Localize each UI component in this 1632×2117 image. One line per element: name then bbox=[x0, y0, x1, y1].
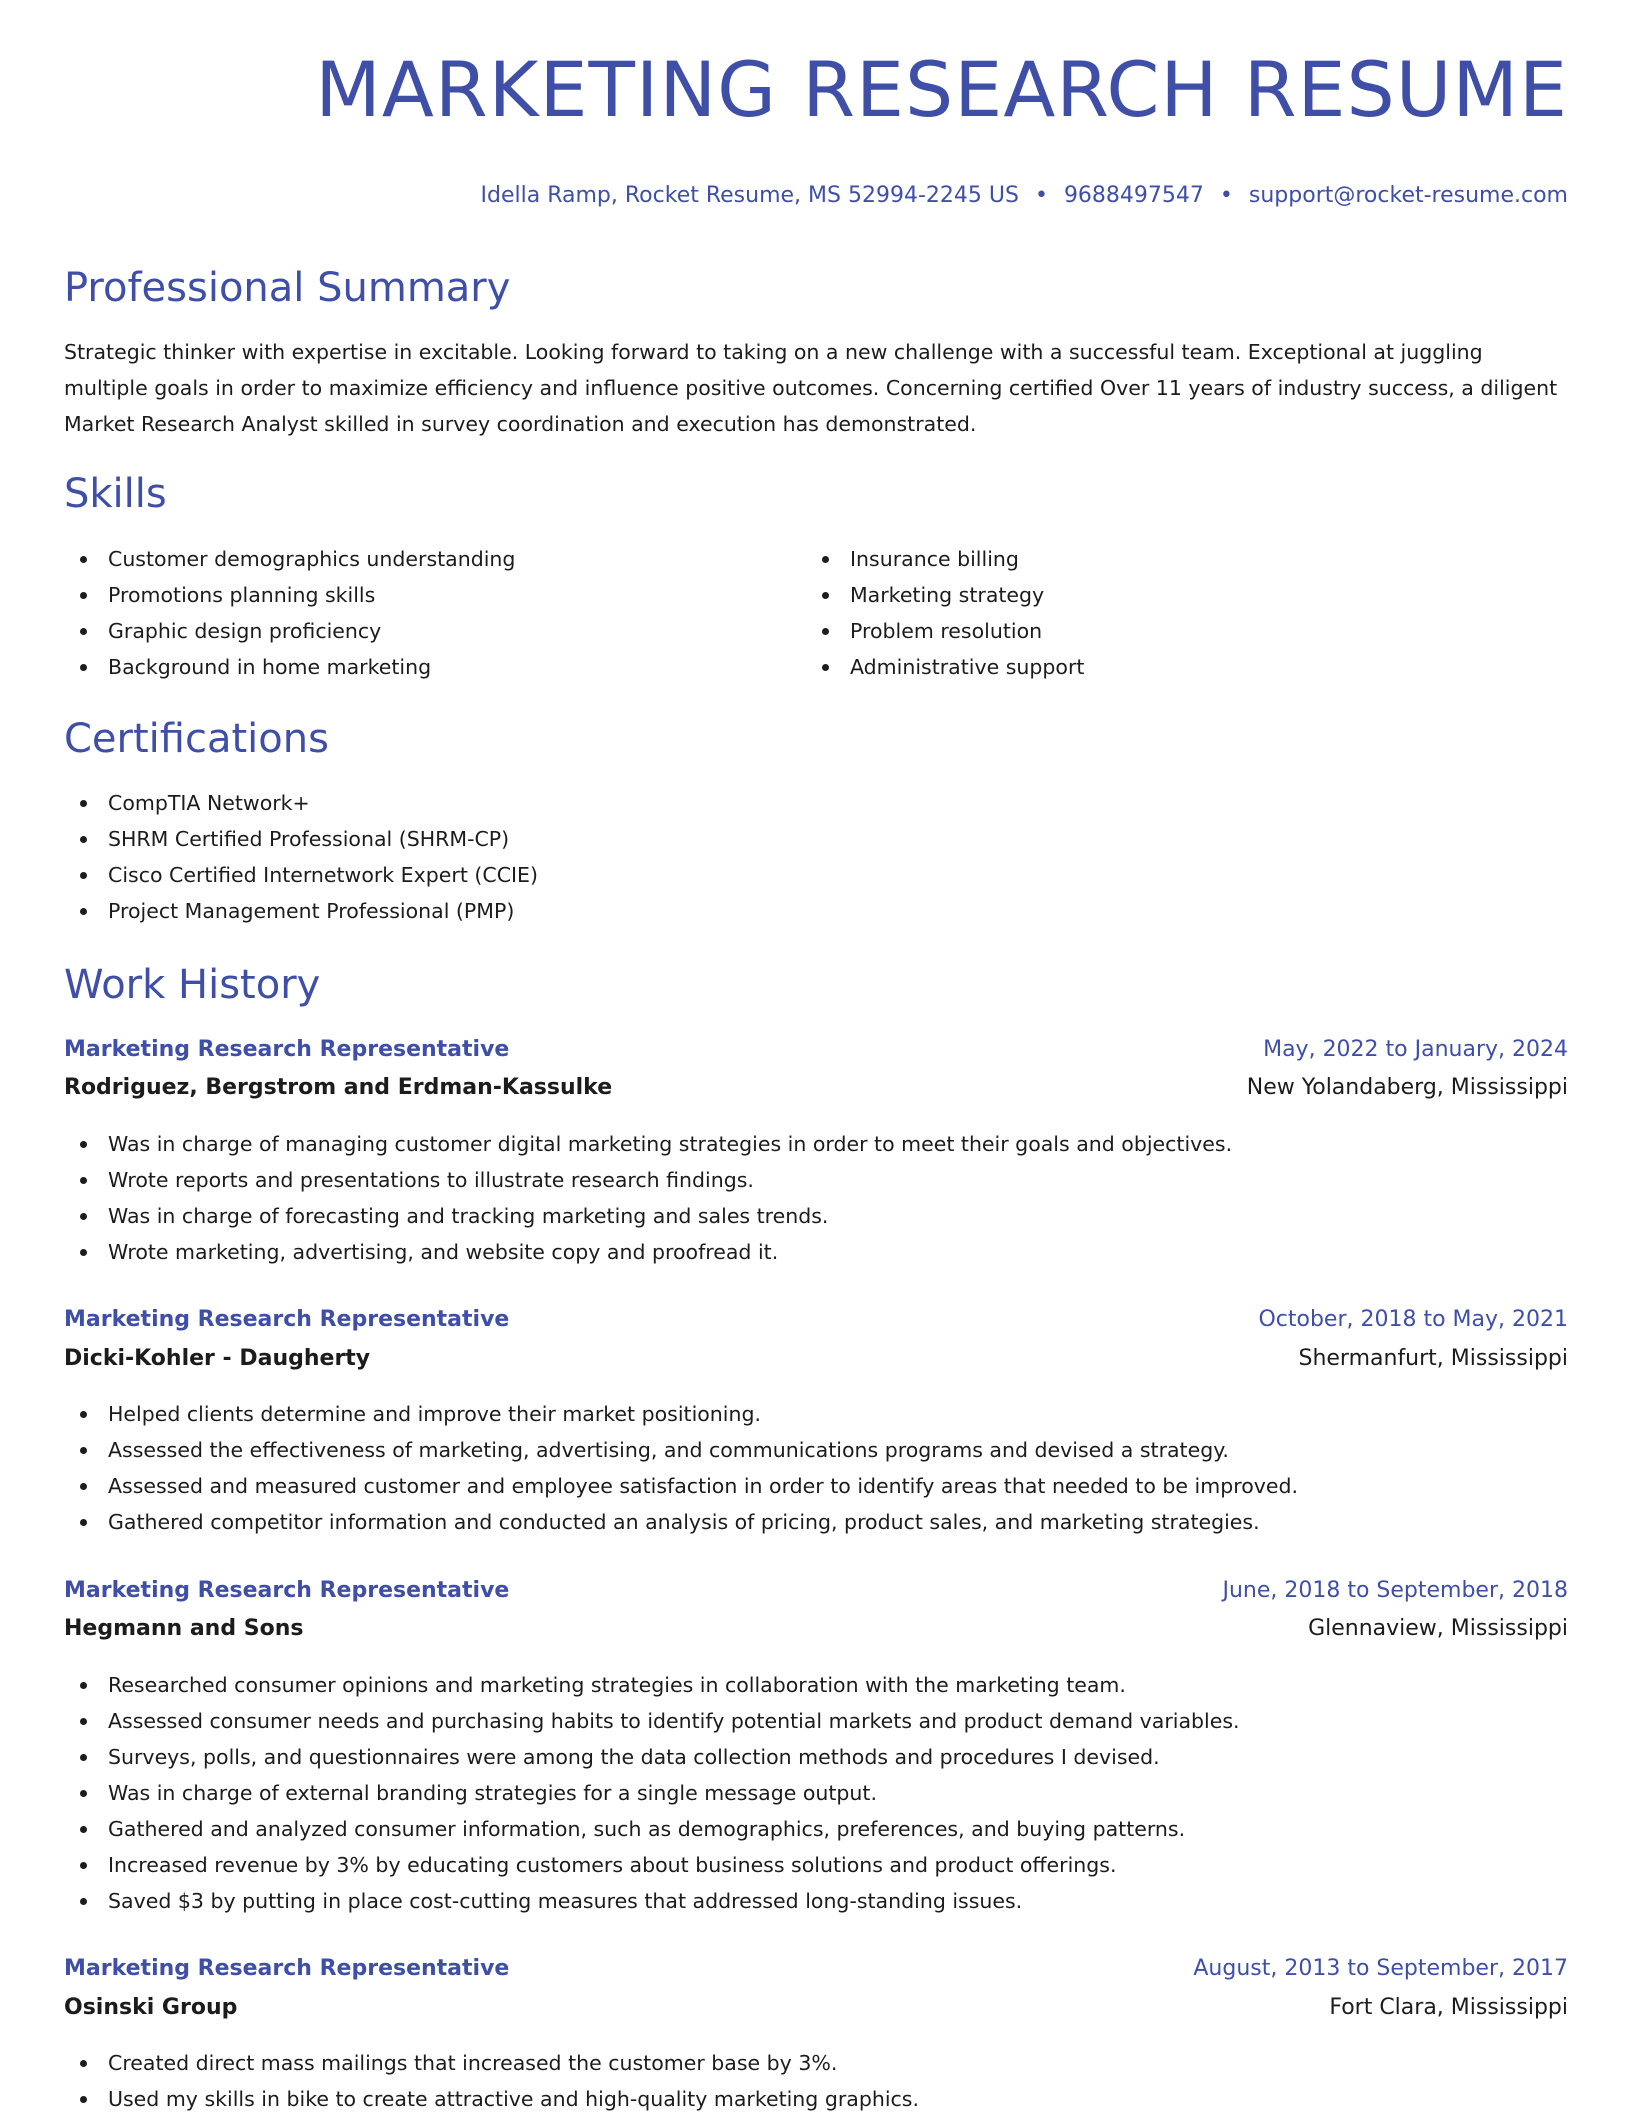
job-bullet: Gathered competitor information and conducted an analysis of pricing, product sales, and marketing strategies. bbox=[64, 1504, 1298, 1540]
job-title: Marketing Research Representative bbox=[64, 1037, 510, 1062]
skills-list-left bbox=[64, 541, 515, 685]
job-title: Marketing Research Representative bbox=[64, 1307, 510, 1332]
job-bullet: Assessed the effectiveness of marketing, advertising, and communications programs and devised a strategy. bbox=[64, 1432, 1298, 1468]
skill-item: Customer demographics understanding bbox=[64, 541, 515, 577]
job-bullet: Used my skills in bike to create attractive and high-quality marketing graphics. bbox=[64, 2081, 919, 2117]
contact-email[interactable]: support@rocket-resume.com bbox=[1248, 183, 1568, 208]
certification-item: Cisco Certified Internetwork Expert (CCIE) bbox=[64, 857, 538, 893]
certification-item: SHRM Certified Professional (SHRM-CP) bbox=[64, 821, 538, 857]
resume-title: MARKETING RESEARCH RESUME bbox=[315, 45, 1568, 134]
certification-item: CompTIA Network+ bbox=[64, 785, 538, 821]
job-bullets bbox=[64, 1126, 1232, 1270]
skill-item: Administrative support bbox=[806, 649, 1084, 685]
job-bullet: Assessed consumer needs and purchasing habits to identify potential markets and product demand variables. bbox=[64, 1703, 1240, 1739]
job-company: Osinski Group bbox=[64, 1995, 238, 2020]
job-bullet: Was in charge of external branding strategies for a single message output. bbox=[64, 1775, 1240, 1811]
job-bullet: Increased revenue by 3% by educating customers about business solutions and product offerings. bbox=[64, 1847, 1240, 1883]
job-bullet: Gathered and analyzed consumer information, such as demographics, preferences, and buying patterns. bbox=[64, 1811, 1240, 1847]
skill-item: Problem resolution bbox=[806, 613, 1084, 649]
job-location: Shermanfurt, Mississippi bbox=[1298, 1346, 1568, 1371]
job-company: Rodriguez, Bergstrom and Erdman-Kassulke bbox=[64, 1075, 613, 1100]
job-bullet: Wrote reports and presentations to illustrate research findings. bbox=[64, 1162, 1232, 1198]
work-history-heading: Work History bbox=[64, 962, 321, 1008]
job-bullet: Assessed and measured customer and employee satisfaction in order to identify areas that needed to be improved. bbox=[64, 1468, 1298, 1504]
contact-line bbox=[481, 183, 1568, 208]
job-dates: June, 2018 to September, 2018 bbox=[1222, 1578, 1568, 1603]
job-title: Marketing Research Representative bbox=[64, 1956, 510, 1981]
summary-heading: Professional Summary bbox=[64, 265, 511, 311]
job-bullet: Was in charge of forecasting and tracking marketing and sales trends. bbox=[64, 1198, 1232, 1234]
job-bullet: Helped clients determine and improve their market positioning. bbox=[64, 1396, 1298, 1432]
job-location: New Yolandaberg, Mississippi bbox=[1246, 1075, 1568, 1100]
job-company: Hegmann and Sons bbox=[64, 1616, 304, 1641]
job-bullets bbox=[64, 1667, 1240, 1919]
job-dates: May, 2022 to January, 2024 bbox=[1263, 1037, 1568, 1062]
job-dates: October, 2018 to May, 2021 bbox=[1258, 1307, 1568, 1332]
summary-text: Strategic thinker with expertise in excitable. Looking forward to taking on a new challenge with a successful team. Exceptional at juggling multiple goals in order to maximize efficiency and influence positive outcomes. Concerning certified Over 11 years of industry success, a diligent Market Research Analyst skilled in survey coordination and execution has demonstrated. bbox=[64, 340, 1558, 436]
skills-list-right bbox=[806, 541, 1084, 685]
job-dates: August, 2013 to September, 2017 bbox=[1193, 1956, 1568, 1981]
job-bullet: Created direct mass mailings that increased the customer base by 3%. bbox=[64, 2045, 919, 2081]
job-company: Dicki-Kohler - Daugherty bbox=[64, 1346, 371, 1371]
skill-item: Background in home marketing bbox=[64, 649, 515, 685]
contact-separator: • bbox=[1219, 183, 1233, 208]
skills-heading: Skills bbox=[64, 471, 167, 517]
skill-item: Graphic design proficiency bbox=[64, 613, 515, 649]
job-bullets bbox=[64, 1396, 1298, 1540]
job-bullet: Was in charge of managing customer digital marketing strategies in order to meet their goals and objectives. bbox=[64, 1126, 1232, 1162]
job-bullet: Surveys, polls, and questionnaires were among the data collection methods and procedures I devised. bbox=[64, 1739, 1240, 1775]
contact-phone: 9688497547 bbox=[1063, 183, 1204, 208]
certification-item: Project Management Professional (PMP) bbox=[64, 893, 538, 929]
skill-item: Insurance billing bbox=[806, 541, 1084, 577]
skill-item: Marketing strategy bbox=[806, 577, 1084, 613]
job-bullet: Wrote marketing, advertising, and website copy and proofread it. bbox=[64, 1234, 1232, 1270]
contact-separator: • bbox=[1034, 183, 1048, 208]
certifications-list bbox=[64, 785, 538, 929]
job-bullet: Saved $3 by putting in place cost-cutting measures that addressed long-standing issues. bbox=[64, 1883, 1240, 1919]
certifications-heading: Certifications bbox=[64, 716, 329, 762]
job-bullets bbox=[64, 2045, 919, 2117]
job-bullet: Researched consumer opinions and marketing strategies in collaboration with the marketing team. bbox=[64, 1667, 1240, 1703]
job-location: Glennaview, Mississippi bbox=[1308, 1616, 1568, 1641]
contact-address: Idella Ramp, Rocket Resume, MS 52994-2245 US bbox=[480, 183, 1019, 208]
job-title: Marketing Research Representative bbox=[64, 1578, 510, 1603]
skill-item: Promotions planning skills bbox=[64, 577, 515, 613]
job-location: Fort Clara, Mississippi bbox=[1329, 1995, 1568, 2020]
